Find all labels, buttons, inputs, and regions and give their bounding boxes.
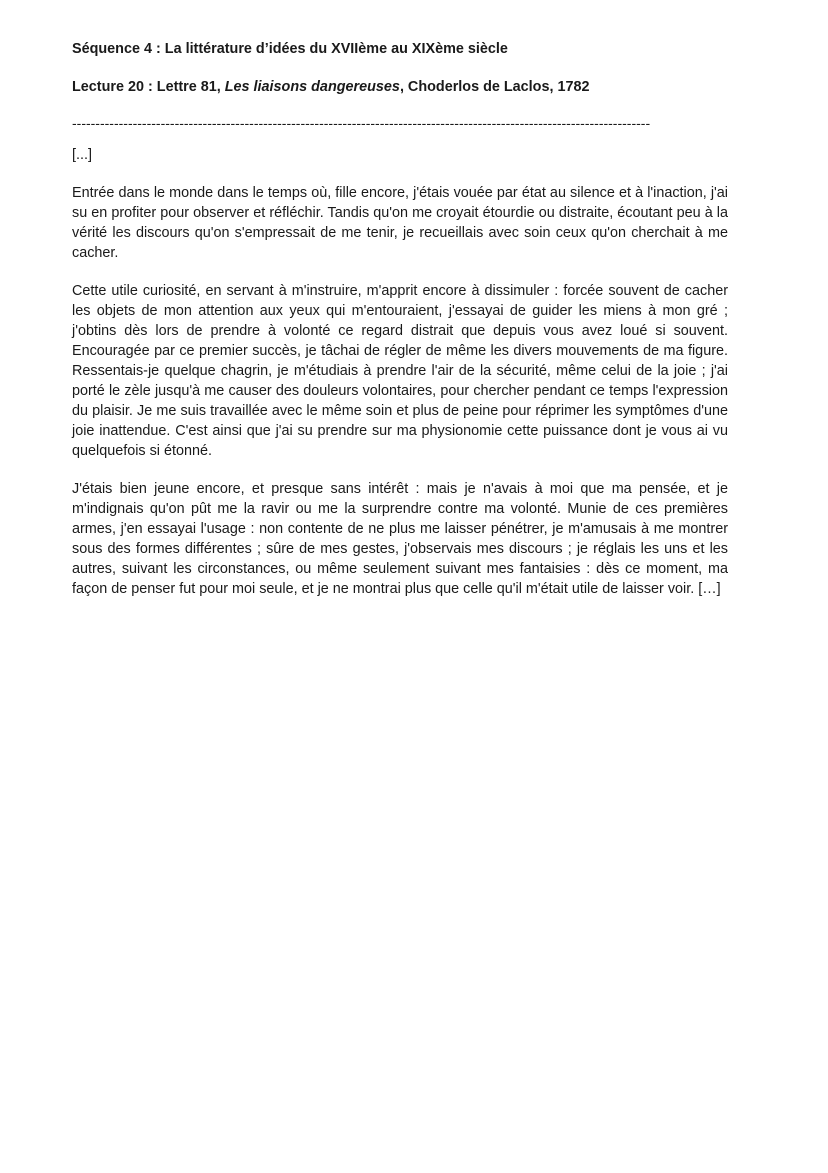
- paragraph-1: Entrée dans le monde dans le temps où, fille encore, j'étais vouée par état au silence et à l'inaction, j'ai su en profiter pour observer et réfléchir. Tandis qu'on me croyait étourdie ou distraite, écoutant peu à la vérité les discours qu'on s'empressait de me tenir, je recueillais avec soin ceux qu'on cherchait à me cacher.: [72, 185, 728, 261]
- paragraph-2: Cette utile curiosité, en servant à m'instruire, m'apprit encore à dissimuler : forcée souvent de cacher les objets de mon attention aux yeux qui m'entouraient, j'essayai de guider les miens à mon gré ; j'obtins dès lors de prendre à volonté ce regard distrait que depuis vous avez loué si souvent. Encouragée par ce premier succès, je tâchai de régler de même les divers mouvements de ma figure. Ressentais-je quelque chagrin, je m'étudiais à prendre l'air de la sécurité, même celui de la joie ; j'ai porté le zèle jusqu'à me causer des douleurs volontaires, pour chercher pendant ce temps l'expression du plaisir. Je me suis travaillée avec le même soin et plus de peine pour réprimer les symptômes d'une joie inattendue. C'est ainsi que j'ai su prendre sur ma physionomie cette puissance dont je vous ai vu quelquefois si étonné.: [72, 283, 728, 459]
- dashed-separator: ----------------------------------------------------------------------------------------------------------------------------: [72, 115, 651, 131]
- paragraph-3: J'étais bien jeune encore, et presque sans intérêt : mais je n'avais à moi que ma pensée, et je m'indignais qu'on pût me la ravir ou me la surprendre contre ma volonté. Munie de ces premières armes, j'en essayai l'usage : non contente de ne plus me laisser pénétrer, je m'amusais à me montrer sous des formes différentes ; sûre de mes gestes, j'observais mes discours ; je réglais les uns et les autres, suivant les circonstances, ou même seulement suivant mes fantaisies : dès ce moment, ma façon de penser fut pour moi seule, et je ne montrai plus que celle qu'il m'était utile de laisser voir. […]: [72, 481, 728, 597]
- opening-ellipsis: [...]: [72, 147, 92, 163]
- document-page: [72, 36, 728, 599]
- lecture-title: Les liaisons dangereuses: [224, 79, 400, 95]
- lecture-prefix: Lecture 20 : Lettre 81,: [72, 79, 225, 95]
- sequence-heading: Séquence 4 : La littérature d’idées du XVIIème au XIXème siècle: [72, 41, 508, 57]
- lecture-suffix: , Choderlos de Laclos, 1782: [399, 79, 590, 95]
- lecture-heading: [72, 77, 728, 97]
